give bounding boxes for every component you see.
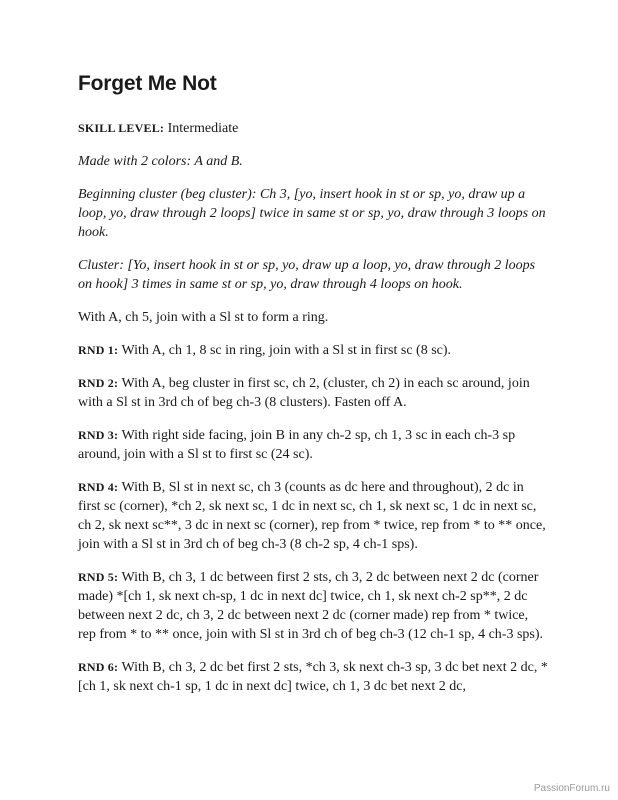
round-2 — [78, 374, 548, 412]
round-text: With right side facing, join B in any ch-2 sp, ch 1, 3 sc in each ch-3 sp around, join with a Sl st to first sc (24 sc). — [78, 428, 516, 462]
skill-level-value: Intermediate — [167, 121, 239, 136]
pattern-body — [78, 119, 548, 710]
round-label: RND 3: — [78, 428, 119, 442]
round-label: RND 4: — [78, 480, 119, 494]
starting-ring: With A, ch 5, join with a Sl st to form a ring. — [78, 310, 329, 325]
round-label: RND 5: — [78, 570, 119, 584]
pattern-title: Forget Me Not — [78, 72, 217, 95]
round-4 — [78, 478, 548, 554]
round-3 — [78, 426, 548, 464]
round-text: With B, ch 3, 1 dc between first 2 sts, ch 3, 2 dc between next 2 dc (corner made) *[ch 1, sk next ch-sp, 1 dc in next dc] twice, ch 1, sk next ch-2 sp**, 2 dc between next 2 dc, ch 3, 2 dc between next 2 dc (corner made) rep from * twice, rep from * to ** once, join with Sl st in 3rd ch of beg ch-3 (12 ch-1 sp, 4 ch-3 sps). — [78, 570, 544, 642]
round-5 — [78, 568, 548, 644]
beg-cluster-definition: Beginning cluster (beg cluster): Ch 3, [yo, insert hook in st or sp, yo, draw up a loop, yo, draw through 2 loops] twice in same st or sp, yo, draw through 3 loops on hook. — [78, 187, 546, 240]
skill-level-line — [78, 119, 548, 138]
round-label: RND 1: — [78, 343, 119, 357]
site-watermark: PassionForum.ru — [533, 783, 610, 794]
round-label: RND 6: — [78, 660, 119, 674]
round-label: RND 2: — [78, 376, 119, 390]
round-text: With B, ch 3, 2 dc bet first 2 sts, *ch 3, sk next ch-3 sp, 3 dc bet next 2 dc, *[ch 1, sk next ch-1 sp, 1 dc in next dc] twice, ch 1, 3 dc bet next 2 dc, — [78, 660, 548, 694]
cluster-definition: Cluster: [Yo, insert hook in st or sp, yo, draw up a loop, yo, draw through 2 loops on hook] 3 times in same st or sp, yo, draw through 4 loops on hook. — [78, 258, 536, 292]
colors-note: Made with 2 colors: A and B. — [78, 154, 243, 169]
round-text: With B, Sl st in next sc, ch 3 (counts as dc here and throughout), 2 dc in first sc (corner), *ch 2, sk next sc, 1 dc in next sc, ch 1, sk next sc, 1 dc in next sc, ch 2, sk next sc**, 3 dc in next sc (corner), rep from * twice, rep from * to ** once, join with a Sl st in 3rd ch of beg ch-3 (8 ch-2 sp, 4 ch-1 sps). — [78, 480, 546, 552]
round-text: With A, beg cluster in first sc, ch 2, (cluster, ch 2) in each sc around, join with a Sl st in 3rd ch of beg ch-3 (8 clusters). Fasten off A. — [78, 376, 530, 410]
round-6 — [78, 658, 548, 696]
round-1 — [78, 341, 548, 360]
round-text: With A, ch 1, 8 sc in ring, join with a Sl st in first sc (8 sc). — [121, 343, 452, 358]
skill-level-label: SKILL LEVEL: — [78, 121, 165, 135]
